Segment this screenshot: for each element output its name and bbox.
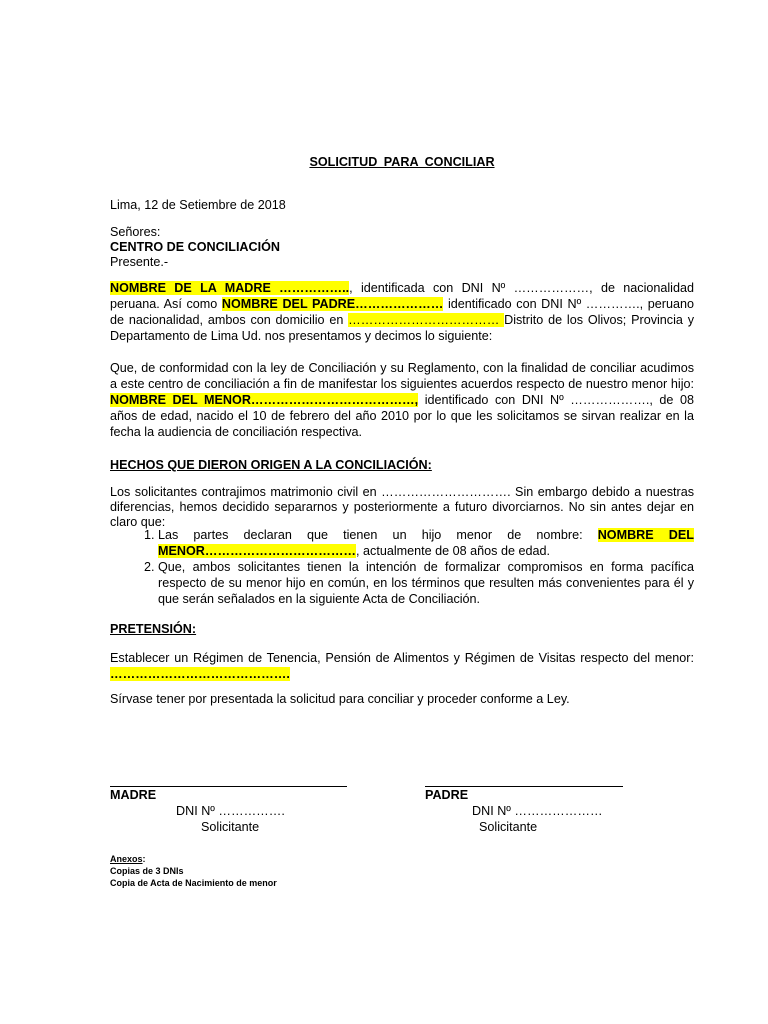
child-name-field: NOMBRE DEL MENOR…………………………………, bbox=[110, 393, 419, 407]
anexos-heading-text: Anexos bbox=[110, 854, 143, 864]
signature-mother bbox=[110, 786, 347, 835]
signature-dni: DNI Nº ……………. bbox=[176, 804, 285, 818]
signature-role: Solicitante bbox=[479, 820, 538, 834]
list-item-text: , actualmente de 08 años de edad. bbox=[356, 544, 550, 558]
list-item-text: Las partes declaran que tienen un hijo menor de nombre: bbox=[158, 528, 598, 542]
mother-name-field: NOMBRE DE LA MADRE …………….. bbox=[110, 281, 350, 295]
anexos-item: Copia de Acta de Nacimiento de menor bbox=[110, 878, 277, 888]
addressee-greeting: Señores: bbox=[110, 225, 161, 239]
signature-dni: DNI Nº ………………… bbox=[472, 804, 603, 818]
hechos-list bbox=[110, 527, 694, 607]
paragraph-text: Que, de conformidad con la ley de Conciliación y su Reglamento, con la finalidad de conciliar acudimos a este centro de conciliación a fin de manifestar los siguientes acuerdos respecto de nuestro menor hijo: bbox=[110, 361, 694, 391]
paragraph-text: identificado con DNI Nº …………., peruano de nacionalidad, ambos con domicilio en bbox=[110, 297, 694, 327]
paragraph-text: Distrito de los Olivos; Provincia y Departamento de Lima Ud. nos presentamos y decimos lo siguiente: bbox=[110, 313, 695, 343]
document-title: SOLICITUD PARA CONCILIAR bbox=[309, 155, 495, 169]
document-date: Lima, 12 de Setiembre de 2018 bbox=[110, 198, 286, 212]
paragraph-applicants bbox=[110, 280, 694, 344]
pretension-heading: PRETENSIÓN: bbox=[110, 622, 197, 636]
paragraph-purpose bbox=[110, 360, 694, 440]
paragraph-text: Establecer un Régimen de Tenencia, Pensión de Alimentos y Régimen de Visitas respecto del menor: bbox=[110, 651, 694, 665]
anexos-colon: : bbox=[142, 854, 146, 864]
anexos-heading bbox=[110, 853, 277, 865]
signature-father bbox=[425, 786, 623, 835]
signature-title: MADRE bbox=[110, 788, 157, 802]
paragraph-text: identificado con DNI Nº ………………., de 08 años de edad, nacido el 10 de febrero del año 2010 por lo que les solicitamos se sirvan realizar en la fecha la audiencia de conciliación respectiva. bbox=[110, 393, 694, 439]
addressee-name: CENTRO DE CONCILIACIÓN bbox=[110, 240, 281, 254]
addressee-presente: Presente.- bbox=[110, 255, 169, 269]
signature-role: Solicitante bbox=[201, 820, 260, 834]
closing-text: Sírvase tener por presentada la solicitud para conciliar y proceder conforme a Ley. bbox=[110, 692, 570, 706]
addressee-block bbox=[110, 224, 280, 269]
list-item: 2. Que, ambos solicitantes tienen la intención de formalizar compromisos en forma pacífica respecto de su menor hijo en común, en los términos que resulten más convenientes para él y que serán señalados en la siguiente Acta de Conciliación. bbox=[158, 559, 694, 607]
father-name-field: NOMBRE DEL PADRE………………… bbox=[221, 297, 444, 311]
address-field: ……………………………… bbox=[348, 313, 505, 327]
child-name-field-2: NOMBRE DEL MENOR……………………………… bbox=[158, 528, 694, 558]
list-item bbox=[158, 527, 694, 559]
hechos-heading: HECHOS QUE DIERON ORIGEN A LA CONCILIACIÓN: bbox=[110, 458, 432, 472]
anexos-item: Copias de 3 DNIs bbox=[110, 866, 184, 876]
child-name-field-3: ……………………………………. bbox=[110, 667, 290, 681]
anexos-block bbox=[110, 853, 277, 889]
hechos-intro: Los solicitantes contrajimos matrimonio civil en …………………………. Sin embargo debido a nuestras diferencias, hemos decidido separarnos y posteriormente a futuro divorciarnos. No sin antes dejar en claro que: bbox=[110, 485, 694, 529]
paragraph-text: , identificada con DNI Nº ………………, de nacionalidad peruana. Así como bbox=[110, 281, 694, 311]
pretension-text bbox=[110, 650, 694, 682]
signature-title: PADRE bbox=[425, 788, 469, 802]
